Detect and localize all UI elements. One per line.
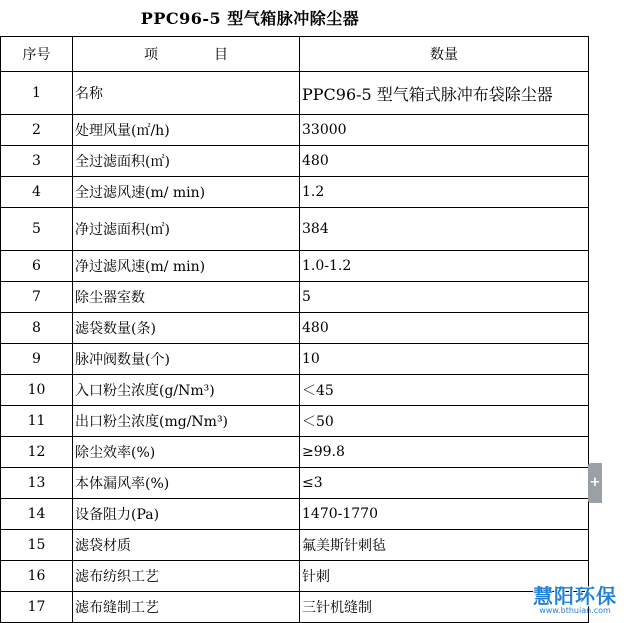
row-value: PPC96-5 型气箱式脉冲布袋除尘器 xyxy=(300,72,589,115)
table-row xyxy=(1,208,589,251)
table-row xyxy=(1,282,589,313)
row-no: 1 xyxy=(1,72,73,115)
row-no: 14 xyxy=(1,499,73,530)
table-row xyxy=(1,592,589,623)
table-row xyxy=(1,437,589,468)
watermark-logo xyxy=(512,580,638,615)
table-header-row xyxy=(1,37,589,72)
row-no: 17 xyxy=(1,592,73,623)
row-item: 全过滤风速(m/ min) xyxy=(73,177,300,208)
watermark-name: 慧阳环保 xyxy=(533,584,617,608)
row-item: 净过滤风速(m/ min) xyxy=(73,251,300,282)
row-item: 除尘效率(%) xyxy=(73,437,300,468)
row-no: 15 xyxy=(1,530,73,561)
row-no: 2 xyxy=(1,115,73,146)
header-no: 序号 xyxy=(1,37,73,72)
row-no: 8 xyxy=(1,313,73,344)
row-no: 16 xyxy=(1,561,73,592)
row-value: ＜50 xyxy=(300,406,589,437)
row-no: 3 xyxy=(1,146,73,177)
header-item: 项 目 xyxy=(73,37,300,72)
row-item: 出口粉尘浓度(mg/Nm³) xyxy=(73,406,300,437)
table-row xyxy=(1,561,589,592)
row-no: 11 xyxy=(1,406,73,437)
document-title: PPC96-5 型气箱脉冲除尘器 xyxy=(140,9,360,28)
row-value: 33000 xyxy=(300,115,589,146)
row-no: 9 xyxy=(1,344,73,375)
row-item: 设备阻力(Pa) xyxy=(73,499,300,530)
table-row xyxy=(1,177,589,208)
table-row xyxy=(1,406,589,437)
row-item: 滤袋数量(条) xyxy=(73,313,300,344)
table-row xyxy=(1,72,589,115)
row-no: 13 xyxy=(1,468,73,499)
table-row xyxy=(1,115,589,146)
row-item: 名称 xyxy=(73,72,300,115)
row-item: 滤布纺织工艺 xyxy=(73,561,300,592)
row-item: 处理风量(㎡/h) xyxy=(73,115,300,146)
table-row xyxy=(1,375,589,406)
row-value: 针刺 xyxy=(300,561,589,592)
row-value: 三针机缝制 xyxy=(300,592,589,623)
table-row xyxy=(1,251,589,282)
table-row xyxy=(1,468,589,499)
header-value: 数量 xyxy=(300,37,589,72)
table-row xyxy=(1,146,589,177)
row-item: 滤布缝制工艺 xyxy=(73,592,300,623)
table-row xyxy=(1,499,589,530)
row-value: 5 xyxy=(300,282,589,313)
row-item: 入口粉尘浓度(g/Nm³) xyxy=(73,375,300,406)
row-item: 滤袋材质 xyxy=(73,530,300,561)
row-value: 384 xyxy=(300,208,589,251)
row-no: 10 xyxy=(1,375,73,406)
watermark-url: www.bthuian.com xyxy=(539,606,611,615)
spec-table xyxy=(0,36,589,623)
row-value: 1.0-1.2 xyxy=(300,251,589,282)
row-no: 4 xyxy=(1,177,73,208)
row-no: 7 xyxy=(1,282,73,313)
expand-tab-button[interactable] xyxy=(588,463,602,503)
row-value: 1.2 xyxy=(300,177,589,208)
row-value: 10 xyxy=(300,344,589,375)
row-item: 全过滤面积(㎡) xyxy=(73,146,300,177)
row-no: 5 xyxy=(1,208,73,251)
row-value: ≤3 xyxy=(300,468,589,499)
row-item: 本体漏风率(%) xyxy=(73,468,300,499)
table-row xyxy=(1,344,589,375)
row-item: 净过滤面积(㎡) xyxy=(73,208,300,251)
plus-icon: + xyxy=(589,475,601,490)
row-item: 脉冲阀数量(个) xyxy=(73,344,300,375)
row-value: 1470-1770 xyxy=(300,499,589,530)
row-value: 480 xyxy=(300,313,589,344)
row-value: 氟美斯针刺毡 xyxy=(300,530,589,561)
row-value: ≥99.8 xyxy=(300,437,589,468)
row-value: ＜45 xyxy=(300,375,589,406)
row-no: 6 xyxy=(1,251,73,282)
table-row xyxy=(1,313,589,344)
table-row xyxy=(1,530,589,561)
row-no: 12 xyxy=(1,437,73,468)
row-item: 除尘器室数 xyxy=(73,282,300,313)
row-value: 480 xyxy=(300,146,589,177)
